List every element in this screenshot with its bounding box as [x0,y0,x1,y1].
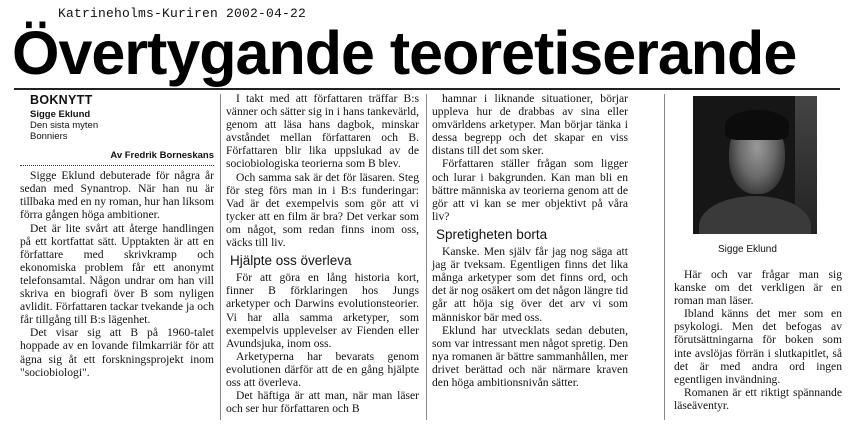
article-column-2 [226,92,419,415]
paragraph: Här och var frågar man sig kanske om det verkligen är en roman man läser. [674,268,842,308]
subheading: Hjälpte oss överleva [230,253,352,269]
paragraph: Romanen är ett riktigt spännande läseäventyr. [674,385,842,412]
factbox-publisher: Bonniers [30,131,68,143]
factbox-author: Sigge Eklund [30,109,91,121]
subheading: Spretigheten borta [436,226,548,242]
headline-rule [14,88,840,90]
factbox-label: BOKNYTT [30,93,93,107]
paragraph: Eklund har utvecklats sedan debuten, som var intressant men något spretig. Den nya romanen är bättre sammanhållen, mer drivet berättad och när närmare kraven den höga ambitionsnivån sätter. [432,323,628,389]
author-portrait-photo [693,96,817,234]
column-divider [426,94,427,420]
column-divider [220,94,221,420]
paragraph: Ibland känns det mer som en psykologi. Men det befogas av förutsättningarna för boken som inte avslöjas förrän i slutkapitlet, så det är med andra ord ingen egentligen invändning. [674,307,842,386]
paragraph: Det visar sig att B på 1960-talet hoppade av en lovande filmkarriär för att ägna sig åt ett forskningsprojekt inom "sociobiologi". [20,326,214,379]
article-byline: Av Fredrik Borneskans [20,149,214,166]
article-column-4 [674,268,842,412]
photo-hair [725,110,789,140]
factbox-book-title: Den sista myten [30,120,99,132]
paragraph: Och samma sak är det för läsaren. Steg för steg förs man in i B:s funderingar: Vad är det exempelvis som gör att vi tycker att en film är bra? Det verkar som om något, som redan finns inom oss, väcks till liv. [226,170,419,250]
article-headline: Övertygande teoretiserande [12,19,797,87]
paragraph: Det häftiga är att man, när man läser och ser hur författaren och B [226,389,419,416]
paragraph: Det är lite svårt att återge handlingen på ett kortfattat sätt. Upptakten är att en författare med skrivkramp och ekonomiska problem får ett anonymt telefonsamtal. Någon undrar om han vill skriva en biografi över B som nyligen avlidit. Författaren tackar tvekande ja och får tillgång till B:s lägenhet. [20,221,214,327]
newspaper-source-stamp: Katrineholms-Kuriren 2002-04-22 [58,6,307,21]
paragraph: hamnar i liknande situationer, börjar uppleva hur de drabbas av sina eller omvärldens arketyper. Man börjar tänka i dessa begrepp och det skapar en viss distans till det som sker. [432,92,628,158]
paragraph: Kanske. Men själv får jag nog säga att jag är tveksam. Egentligen finns det lika många arketyper som det finns ord, och det är nog osäkert om det någon längre tid går att höja sig över det arv vi som människor bär med oss. [432,245,628,324]
paragraph: I takt med att författaren träffar B:s vänner och sätter sig in i hans tankevärld, genom att läsa hans dagbok, minskar avståndet mellan författaren och B. Författaren blir lika uppslukad av de sociobiologiska teorierna som B blev. [226,92,419,171]
paragraph: Arketyperna har bevarats genom evolutionen därför att de en gång hjälpte oss att överleva. [226,349,419,389]
column-divider [664,94,665,420]
article-column-3 [432,92,628,389]
photo-caption: Sigge Eklund [718,244,777,255]
article-column-1 [20,92,214,379]
paragraph: Författaren ställer frågan som ligger och lurar i bakgrunden. Kan man bli en bättre människa av teorierna genom att de gör att vi kan se mer objektivt på våra liv? [432,157,628,223]
paragraph: För att göra en lång historia kort, finner B förklaringen hos Jungs arketyper och Darwins evolutionsteorier. Vi har alla samma arketyper, som exempelvis upplevelser av Fienden eller Avundsjuka, inom oss. [226,271,419,350]
paragraph: Sigge Eklund debuterade för några år sedan med Synantrop. När han nu är tillbaka med en ny roman, hur han liksom förra gången höga ambitioner. [20,169,214,222]
